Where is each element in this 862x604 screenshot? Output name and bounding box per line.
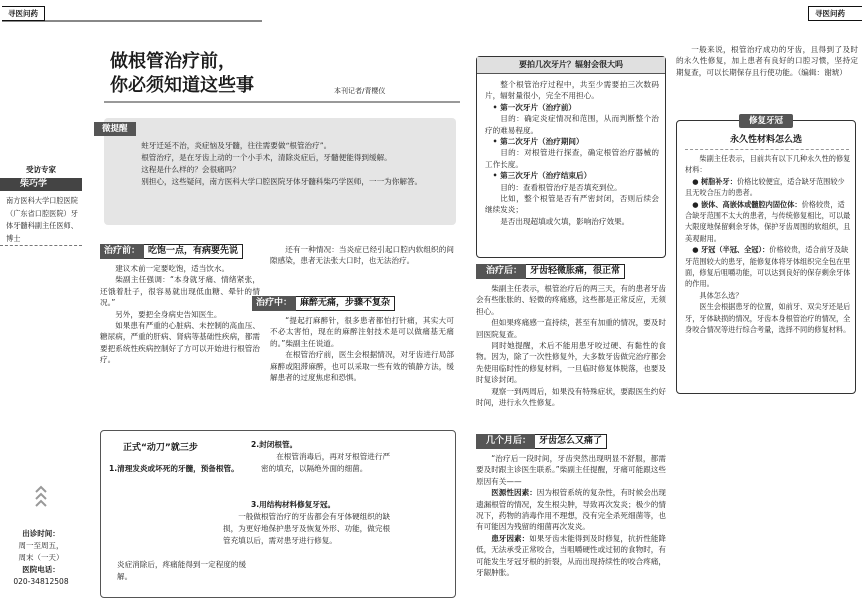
step1-title: 1.清理发炎或坏死的牙髓，预备根管。 [109, 464, 239, 473]
repair-box [676, 116, 856, 394]
intro-p4: 别担心，这些疑问，南方医科大学口腔医院牙体牙髓科柴巧学医师，一一为你解答。 [141, 177, 423, 186]
after-p2: 但如果疼痛感一直持续，甚至有加重的情况，要及时回医院复查。 [476, 318, 666, 339]
after-p4: 观察一到两周后，如果没有特殊症状，要跟医生约好时间，进行永久性修复。 [476, 386, 666, 408]
xray-b2-title: • 第二次牙片（治疗期间） [492, 137, 584, 147]
section-before-header [100, 244, 260, 259]
clinic-line1: 周一至周五， [18, 541, 64, 550]
intro-text [126, 140, 426, 188]
intro-p2: 根管治疗，是在牙齿上动的一个小手术，清除炎症后，牙髓便能得到缓解。 [141, 153, 392, 162]
repair-b3: 价格较贵，适合前牙及缺牙范围较大的患牙，能修复体将牙体组织完全包在里面，修复后咀嚼功能，可以达到良好的保存剩余牙体的作用。 [685, 245, 851, 289]
months-p2: 因为根管系统的复杂性，有时候会出现遗漏根管的情况，发生根尖肿，导致再次发炎；极少的情况下，药物的消毒作用不理想，没有完全杀死细菌等，也有可能因为残留的细菌再次发炎。 [476, 488, 667, 532]
before-p3: 另外，要把全身病史告知医生。 [115, 309, 222, 319]
xray-box [476, 56, 666, 258]
header-tab-left: 寻医问药 [2, 6, 45, 21]
clinic-info [0, 528, 82, 588]
intro-p3: 这程是什么样的？会很痛吗？ [141, 165, 240, 174]
repair-b2: 价格较贵，适合缺牙范围不太大的患者，与传统修复相比，可以最大限度地保留剩余牙体，保护牙齿周围的软组织，且美观耐用。 [685, 199, 851, 243]
section-before-body [100, 263, 260, 366]
xray-b3-body: 目的：查看根管治疗是否填充到位。 [500, 182, 622, 192]
phone-label: 医院电话： [22, 565, 60, 574]
months-p4: 一般来说，根管治疗成功的牙齿，且得到了及时的永久性修复，加上患者有良好的口腔习惯，坚持定期复查，可以长期保存且行使功能。（编辑：谢琥） [676, 45, 858, 77]
after-p3: 同时她提醒，术后不能用患牙咬过硬、有黏性的食物。因为，除了一次性修复外，大多数牙齿做完治疗都会先使用临时性的修复材料，一旦临时修复体脱落，也要及时复诊封闭。 [476, 341, 666, 385]
repair-title: 永久性材料怎么选 [729, 135, 802, 145]
repair-b1-lead: ● 树脂补牙： [692, 176, 737, 186]
steps-box [100, 430, 456, 598]
repair-tag: 修复牙冠 [739, 114, 793, 128]
section-months-header [476, 434, 666, 449]
clinic-label: 出诊时间： [22, 529, 60, 538]
before-p5-text: 还有一种情况：当炎症已经引起口腔内软组织的间隙感染，患者无法张大口时，也无法治疗。 [270, 245, 454, 266]
title-line1: 做根管治疗前， [110, 51, 236, 72]
byline: 本刊记者/青樱仪 [334, 87, 386, 95]
section-months-title: 牙齿怎么又痛了 [535, 434, 607, 449]
step3-title: 3.用结构材料修复牙冠。 [251, 500, 336, 509]
xray-title: 要拍几次牙片？辐射会很大吗 [477, 57, 665, 74]
repair-question: 具体怎么选？ [699, 290, 743, 300]
section-during-tag: 治疗中： [252, 296, 296, 311]
section-after-title: 牙齿轻微胀痛，很正常 [526, 264, 625, 279]
section-months-tag: 几个月后： [476, 434, 535, 449]
section-before-title: 吃饱一点，有病要先说 [144, 244, 243, 259]
xray-b2-body: 目的：对根管进行探查，确定根管治疗器械的工作长度。 [485, 148, 659, 169]
chevron-up-icon [35, 484, 47, 515]
xray-b1-title: • 第一次牙片（治疗前） [492, 102, 577, 112]
steps-title: 正式“动刀”就三步 [123, 443, 198, 453]
months-continued [676, 44, 858, 116]
before-p1: 建议术前一定要吃饱，适当饮水。 [115, 264, 230, 273]
before-p4: 如果患有严重的心脏病、未控制的高血压、糖尿病，严重的肝病、肾病等基础性疾病，都需要把系统性疾病控制好了方可以开始进行根管治疗。 [100, 321, 260, 365]
header-tab-right: 寻医问药 [808, 6, 862, 21]
section-months [476, 434, 666, 578]
step1-note: 炎症消除后，疼痛能得到一定程度的缓解。 [117, 560, 247, 581]
xray-b1-body: 目的：确定炎症情况和范围，从而判断整个治疗的难易程度。 [485, 114, 659, 135]
before-p5 [270, 244, 454, 267]
clinic-line2: 周末（一天） [18, 553, 64, 562]
during-p1: “提起打麻醉针，很多患者都怕打针痛，其实大可不必太害怕，现在的麻醉注射技术是可以做痛基无痛的。”柴副主任说道。 [270, 316, 454, 348]
repair-b1: 价格比较便宜，适合缺牙范围较少且无咬合压力的患者。 [685, 176, 845, 198]
before-p2: 柴副主任强调：“本身就牙痛、情绪紧张，还饿着肚子，很容易就出现低血糖、晕针的情况。” [100, 275, 260, 308]
xray-b3-title: • 第三次牙片（治疗结束后） [492, 171, 592, 181]
repair-title-rule [685, 149, 849, 150]
section-before-tag: 治疗前： [100, 244, 144, 259]
repair-p1: 柴副主任表示，目前共有以下几种永久性的修复材料： [685, 154, 851, 175]
step2-body: 在根管消毒后，再对牙根管进行严密的填充，以隔绝外面的细菌。 [261, 452, 391, 473]
section-before [100, 244, 260, 366]
page-title [110, 50, 254, 98]
months-p3-lead: 患牙因素： [491, 533, 530, 543]
sidebar [0, 164, 82, 246]
sidebar-label: 受访专家 [26, 165, 56, 174]
expert-name: 柴巧学 [0, 178, 82, 191]
section-during-body [252, 315, 454, 383]
section-months-body [476, 453, 666, 578]
section-during-title: 麻醉无痛，步骤不复杂 [296, 296, 395, 311]
months-p3: 如果牙齿未能得到及时修复，抗折性能降低，无法承受正常咬合，当咀嚼硬性或过韧的食物时，有可能发生牙冠牙根的折裂，从而出现持续性的咬合疼痛，牙龈肿胀。 [476, 533, 667, 578]
title-rule [104, 101, 460, 104]
xray-body [485, 79, 659, 227]
intro-box [104, 118, 456, 225]
repair-body [685, 153, 851, 336]
xray-p1: 整个根管治疗过程中，共至少需要拍三次数码片，辐射量很小，完全不用担心。 [485, 80, 659, 101]
header-rule-left [2, 20, 262, 24]
section-after [476, 264, 666, 408]
step2-title: 2.封闭根管。 [251, 440, 298, 449]
section-after-body [476, 283, 666, 408]
repair-b3-lead: ● 牙冠（半冠、全冠）： [692, 245, 770, 255]
section-after-header [476, 264, 666, 279]
section-during [252, 296, 454, 383]
during-p2: 在根管治疗前，医生会根据情况，对牙齿进行局部麻醉或阻滞麻醉，也可以采取一些有效的镇静方法，缓解患者的过度焦虑和恐惧。 [270, 350, 454, 383]
intro-p1: 蛀牙迁延不治，炎症恼及牙髓，往往需要做“根管治疗”。 [141, 141, 332, 150]
section-during-header [252, 296, 454, 311]
xray-p3: 是否出现超填或欠填，影响治疗效果。 [500, 216, 630, 226]
phone-number: 020-34812508 [13, 577, 69, 586]
after-p1: 柴副主任表示，根管治疗后的两三天，有的患者牙齿会有些胀胀的、轻微的疼痛感，这些都是正常反应，无须担心。 [476, 284, 666, 316]
section-after-tag: 治疗后： [476, 264, 526, 279]
step3-body: 一般做根管治疗的牙齿都会有牙体硬组织的缺损，为更好地保护患牙及恢复外形、功能，做完根管充填以后，需对患牙进行修复。 [223, 512, 391, 545]
repair-p2: 医生会根据患牙的位置，如前牙、双尖牙还是后牙，牙体缺损的情况，牙齿本身根管治疗的情况，全身咬合情况等进行综合考量，选择不同的修复材料。 [685, 302, 851, 335]
months-p2-lead: 医源性因素： [491, 488, 537, 498]
title-line2: 你必须知道这些事 [110, 75, 254, 96]
xray-p2: 比如，整个根管是否有严密封闭，否则后续会继续发炎； [485, 194, 659, 215]
intro-tag: 微提醒 [94, 122, 136, 136]
repair-b2-lead: ● 嵌体、高嵌体或髓腔内固位体： [692, 199, 802, 209]
expert-desc: 南方医科大学口腔医院（广东省口腔医院）牙体牙髓科副主任医师、博士 [0, 195, 82, 246]
months-p1: “治疗后一段时间，牙齿突然出现明显不舒服，都需要及时跟主诊医生联系。”柴副主任提醒，牙痛可能跟这些原因有关—— [476, 454, 666, 486]
